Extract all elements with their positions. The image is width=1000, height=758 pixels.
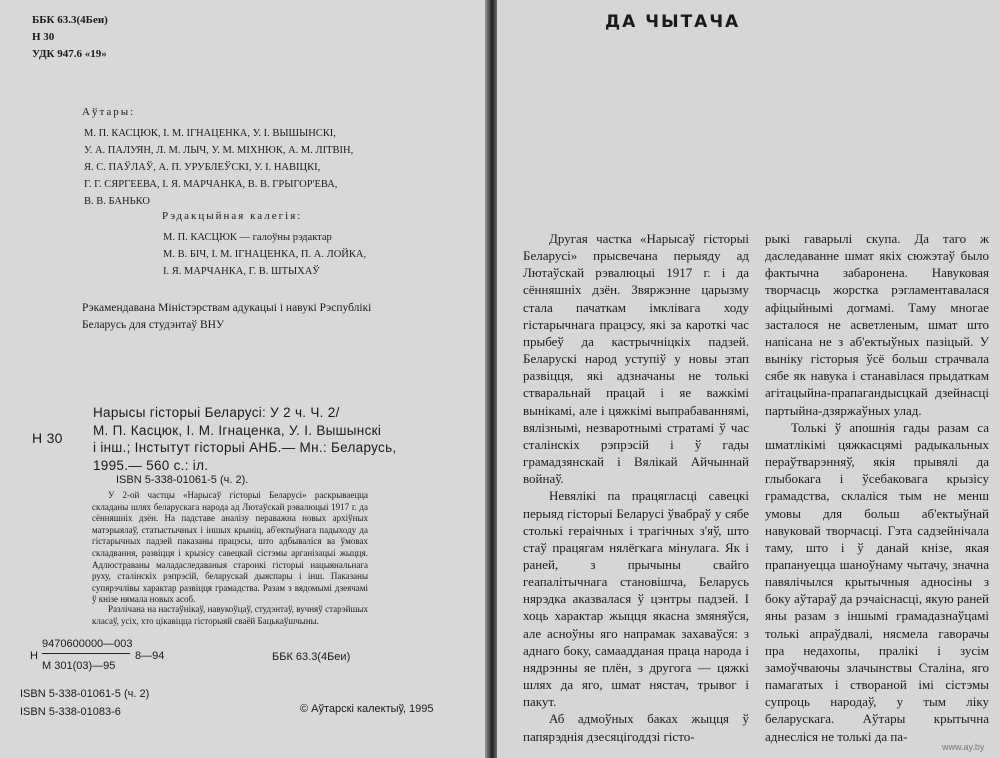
publisher-code-denominator: М 301(03)—95 [42, 660, 116, 672]
watermark: www.ay.by [942, 742, 985, 752]
catalog-line: і інш.; Інстытут гісторыі АНБ.— Мн.: Беларусь, [93, 440, 397, 455]
right-page [497, 0, 1000, 758]
isbn-part: ISBN 5-338-01061-5 (ч. 2) [20, 688, 150, 700]
authors-line: У. А. ПАЛУЯН, Л. М. ЛЫЧ, У. М. МІХНЮК, А. М. ЛІТВІН, [84, 145, 354, 156]
author-mark: Н 30 [32, 31, 55, 43]
board-line: М. П. КАСЦЮК — галоўны рэдактар [163, 232, 332, 243]
authors-list [84, 125, 353, 210]
authors-line: В. В. БАНЬКО [84, 196, 150, 207]
publisher-code-numerator: 9470600000—003 [42, 638, 130, 654]
copyright: © Аўтарскі калектыў, 1995 [300, 703, 434, 715]
udk-code: УДК 947.6 «19» [32, 48, 107, 60]
isbn-set: ISBN 5-338-01083-6 [20, 706, 121, 718]
text-column-1 [523, 230, 749, 745]
catalog-line: 1995.— 560 с.: іл. [93, 457, 209, 473]
recommendation-line: Рэкамендавана Міністэрствам адукацыі і навукі Рэспублікі [82, 302, 372, 314]
catalog-line: М. П. Касцюк, І. М. Ігнаценка, У. І. Вышынскі [93, 422, 382, 438]
annotation-audience: Разлічана на настаўнікаў, навукоўцаў, студэнтаў, вучняў старэйшых класаў, усіх, хто цікавіцца гісторыяй сваёй Бацькаўшчыны. [92, 604, 368, 626]
catalog-line: Нарысы гісторыі Беларусі: У 2 ч. Ч. 2/ [93, 405, 340, 420]
board-list [163, 229, 366, 280]
board-line: І. Я. МАРЧАНКА, Г. В. ШТЫХАЎ [163, 266, 320, 277]
authors-heading: Аўтары: [82, 106, 136, 118]
recommendation [82, 300, 371, 334]
board-line: М. В. БІЧ, І. М. ІГНАЦЕНКА, П. А. ЛОЙКА, [163, 249, 367, 260]
recommendation-line: Беларусь для студэнтаў ВНУ [82, 319, 225, 331]
annotation-main: У 2-ой частцы «Нарысаў гісторыі Беларусі» раскрываецца складаны шлях беларускага народа ад Лютаўскай рэвалюцыі 1917 г. да сённяшніх дзён. На падставе аналізу пераважна новых архіўных матэрыялаў, статыстычных і іншых крыніц, аб'ектыўнага падыходу да гістарычных падзей паказаны працэсы, што адбываліся ва ўмовах складвання, развіцця і крызісу савецкай сістэмы арганізацыі жыцця. Адлюстраваны маладаследаваныя старонкі гісторыі нацыянальнага руху, сталінскіх рэпрэсій, беларускай дыяспары і інш. Паказаны супярэчлівы характар развіцця грамадства. Разам з вядомымі дзеячамі ў кнізе нямала новых асоб. [92, 490, 368, 605]
paragraph: рыкі гаварылі скупа. Да таго ж даследаванне шмат якіх сюжэтаў было фактычна забаронена. Навуковая творчасць жорстка рэгламентавалася афіцыйнымі догмамі. Таму многае засталося не асветленым, шмат што напісана не з аб'ектыўных пазіцый. У выніку гісторыя ўсё больш страчвала сябе як навука і станавілася прыдаткам агітацыйна-прапагандысцкай дзейнасці партыйна-дзяржаўных улад. [765, 231, 989, 418]
left-page [0, 0, 488, 758]
catalog-entry [93, 404, 396, 474]
bbk-repeat: ББК 63.3(4Беи) [272, 651, 351, 663]
authors-line: Г. Г. СЯРГЕЕВА, І. Я. МАРЧАНКА, В. В. ГРЫГОР'ЕВА, [84, 179, 338, 190]
paragraph: Другая частка «Нарысаў гісторыі Беларусі» прысвечана перыяду ад Лютаўскай рэвалюцыі 1917 г. і да сённяшніх дзён. Звяржэнне царызму стала пачаткам імклівага ходу гістарычнага працэсу, які за кароткі час прыбеў да кастрычніцкіх падзей. Беларускі народ уступіў у новы этап развіцця, які адзначаны не толькі стваральнай працай і яе важкімі вынікамі, але і цяжкімі выпрабаваннямі, вялізнымі, незваротнымі стратамі ў час сталінскіх рэпрэсій і ў гады грамадзянскай і Вялікай Айчыннай войнаў. [523, 231, 749, 487]
paragraph: Толькі ў апошнія гады разам са шматлікімі цяжкасцямі радыкальных пераўтварэнняў, якія прывялі да глыбокага і ўсебаковага крызісу грамадства, склаліся тым не менш умовы для больш аб'ектыўнай навуковай творчасці. Гэта садзейнічала таму, што і ў данай кнізе, якая прапануецца шаноўнаму чытачу, значна павялічылся крытычныя адносіны з боку аўтараў да рэчаіснасці, якую раней яны разам з іншымі грамадазнаўцамі толькі апраўдвалі, нясмела гаворачы пра недахопы, пралікі і зусім замоўчваючы злачынствы Сталіна, яго памагатых і створаной імі сістэмы супроць народаў, у тым ліку беларускага. Аўтары крытычна аднесліся не толькі да па- [765, 419, 989, 744]
paragraph: Аб адмоўных баках жыцця ў папярэднія дзесяцігоддзі гісто- [523, 711, 749, 744]
page-heading: ДА ЧЫТАЧА [605, 12, 741, 32]
catalog-isbn: ISBN 5-338-01061-5 (ч. 2). [116, 474, 249, 486]
authors-line: Я. С. ПАЎЛАЎ, А. П. УРУБЛЕЎСКІ, У. І. НАВІЦКІ, [84, 162, 321, 173]
catalog-code: Н 30 [32, 430, 63, 446]
bbk-code: ББК 63.3(4Беи) [32, 14, 108, 26]
publisher-code-letter: Н [30, 650, 38, 662]
publisher-code-suffix: 8—94 [135, 650, 165, 662]
board-heading: Рэдакцыйная калегія: [162, 210, 303, 222]
authors-line: М. П. КАСЦЮК, І. М. ІГНАЦЕНКА, У. І. ВЫШЫНСКІ, [84, 128, 336, 139]
text-column-2 [765, 230, 989, 745]
paragraph: Невялікі па працягласці савецкі перыяд гісторыі Беларусі ўвабраў у сябе столькі гераічных і трагічных з'яў, што стаў працягам нялёгкага мінулага. Як і раней, з прычыны свайго геапалітычнага становішча, Беларусь нярэдка аказвалася ў цэнтры падзей. І хоць характар жыцця якасна змяняўся, але асноўны яго напрамак захаваўся: з аднаго боку, самаадданая праца народа і нядрэнны яе плён, з другога — цяжкі шлях да яго, шмат нястач, трывог і пакут. [523, 488, 749, 710]
